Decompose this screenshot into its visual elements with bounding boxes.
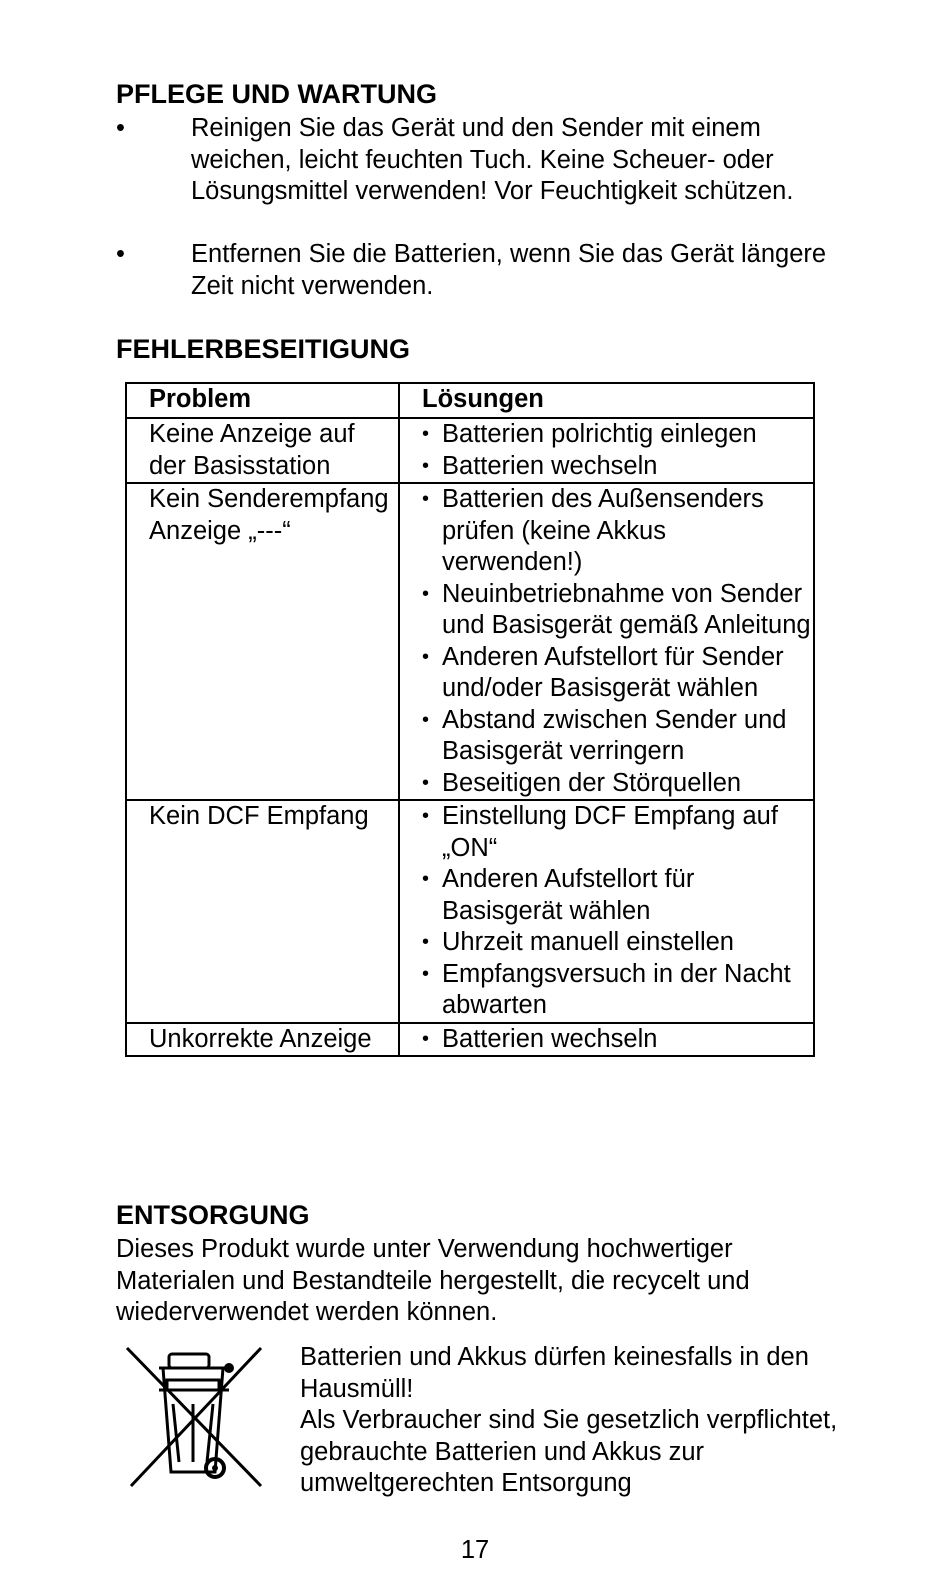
solution-item xyxy=(422,959,813,1022)
solutions-cell xyxy=(399,418,814,483)
solution-text: Beseitigen der Störquellen xyxy=(442,768,742,797)
bullet-dot: • xyxy=(422,645,430,668)
solution-text: Empfangsversuch in der Nacht abwarten xyxy=(442,959,791,1019)
table-row xyxy=(126,483,814,800)
disposal-intro: Dieses Produkt wurde unter Verwendung hochwertiger Materialen und Bestandteile hergestellt, die recycelt und wiederverwendet werden können. xyxy=(116,1235,750,1326)
battery-note-2: Als Verbraucher sind Sie gesetzlich verpflichtet, gebrauchte Batterien und Akkus zur umweltgerechten Entsorgung xyxy=(300,1406,838,1497)
bullet-dot: • xyxy=(422,454,430,477)
bullet-dot: • xyxy=(422,1027,430,1050)
solution-item xyxy=(422,768,813,800)
disposal-heading: ENTSORGUNG xyxy=(116,1200,310,1230)
bullet-dot: • xyxy=(422,868,430,890)
solution-text: Batterien des Außensenders prüfen (keine Akkus verwenden!) xyxy=(442,485,764,576)
solution-text: Einstellung DCF Empfang auf „ON“ xyxy=(442,802,778,862)
header-problem: Problem xyxy=(126,383,399,418)
solution-item xyxy=(422,484,813,579)
battery-note-1: Batterien und Akkus dürfen keinesfalls in den Hausmüll! xyxy=(300,1343,809,1403)
solution-item xyxy=(422,801,813,864)
solution-text: Anderen Aufstellort für Sender und/oder Basisgerät wählen xyxy=(442,642,784,702)
table-header-row xyxy=(126,383,814,418)
solution-text: Anderen Aufstellort für Basisgerät wählen xyxy=(442,865,695,925)
bullet-dot: • xyxy=(422,488,430,510)
bullet-dot: • xyxy=(422,582,430,605)
solution-text: Abstand zwischen Sender und Basisgerät verringern xyxy=(442,705,787,765)
solutions-cell xyxy=(399,1023,814,1057)
header-solutions: Lösungen xyxy=(399,383,814,418)
solutions-cell xyxy=(399,483,814,800)
table-row xyxy=(126,800,814,1023)
solution-item xyxy=(422,579,813,642)
table-row xyxy=(126,418,814,483)
bullet-dot: • xyxy=(422,423,430,445)
table-row xyxy=(126,1023,814,1057)
bullet-dot: • xyxy=(422,771,430,794)
solution-text: Uhrzeit manuell einstellen xyxy=(442,928,734,956)
bullet-dot: • xyxy=(116,240,125,268)
bullet-dot: • xyxy=(116,114,125,142)
bullet-dot: • xyxy=(422,805,430,827)
care-bullet-1-text: Reinigen Sie das Gerät und den Sender mit einem weichen, leicht feuchten Tuch. Keine Scheuer- oder Lösungsmittel verwenden! Vor Feuchtigkeit schützen. xyxy=(191,114,794,205)
bullet-dot: • xyxy=(422,931,430,953)
solution-item xyxy=(422,419,813,451)
problem-cell: Keine Anzeige auf der Basisstation xyxy=(126,418,399,483)
problem-cell: Kein DCF Empfang xyxy=(126,800,399,1023)
solution-text: Batterien polrichtig einlegen xyxy=(442,420,757,448)
solutions-cell xyxy=(399,800,814,1023)
solution-item xyxy=(422,642,813,705)
care-bullet-1 xyxy=(116,113,836,208)
solution-text: Neuinbetriebnahme von Sender und Basisgerät gemäß Anleitung xyxy=(442,579,811,639)
bullet-dot: • xyxy=(422,962,430,985)
solution-text: Batterien wechseln xyxy=(442,451,658,480)
problem-cell: Kein Senderempfang Anzeige „---“ xyxy=(126,483,399,800)
care-heading: PFLEGE UND WARTUNG xyxy=(116,79,437,109)
problem-cell: Unkorrekte Anzeige xyxy=(126,1023,399,1057)
bullet-dot: • xyxy=(422,708,430,731)
solution-item xyxy=(422,705,813,768)
page-number: 17 xyxy=(460,1536,490,1564)
solution-item xyxy=(422,927,813,959)
troubleshooting-heading: FEHLERBESEITIGUNG xyxy=(116,334,411,364)
troubleshooting-table xyxy=(125,382,815,1057)
solution-text: Batterien wechseln xyxy=(442,1024,658,1053)
solution-item xyxy=(422,864,813,927)
care-bullet-2-text: Entfernen Sie die Batterien, wenn Sie das Gerät längere Zeit nicht verwenden. xyxy=(191,240,827,300)
solution-item xyxy=(422,1024,813,1056)
battery-disposal-note xyxy=(300,1342,840,1500)
solution-item xyxy=(422,451,813,483)
crossed-out-wheelie-bin-icon xyxy=(123,1344,265,1490)
care-bullet-2 xyxy=(116,239,836,302)
